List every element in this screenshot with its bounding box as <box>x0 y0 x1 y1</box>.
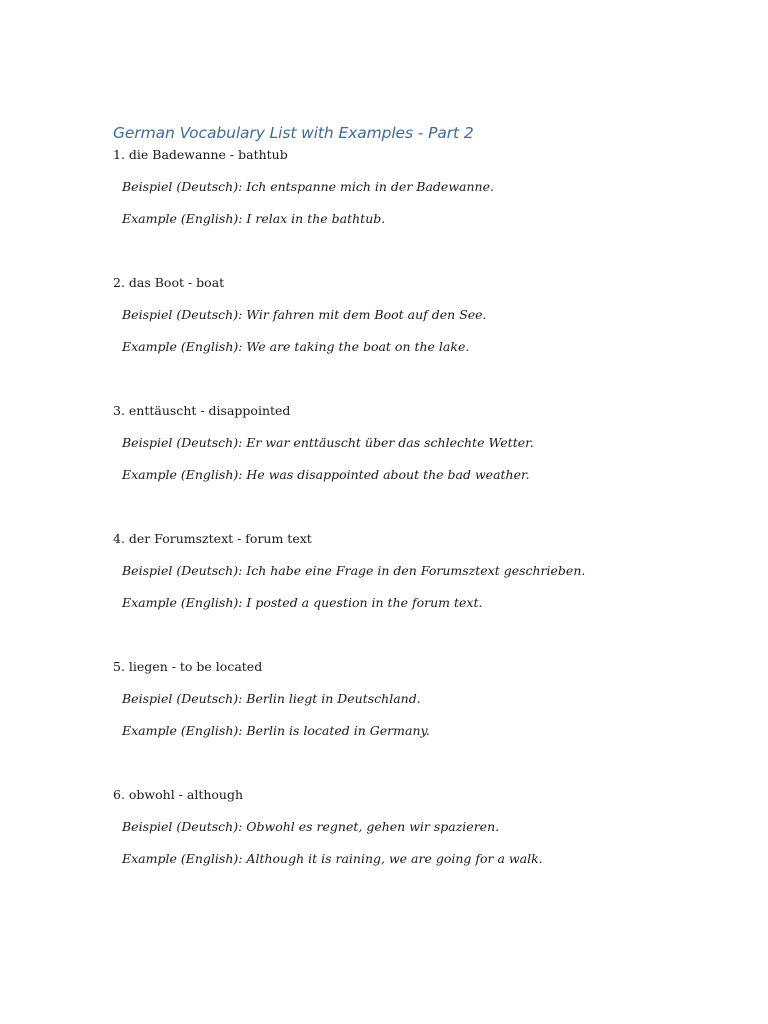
example-german: Beispiel (Deutsch): Ich entspanne mich in der Badewanne. <box>122 179 494 194</box>
vocabulary-term: 4. der Forumsztext - forum text <box>113 531 312 546</box>
vocabulary-term: 5. liegen - to be located <box>113 659 263 674</box>
vocabulary-term: 1. die Badewanne - bathtub <box>113 147 288 162</box>
example-german: Beispiel (Deutsch): Wir fahren mit dem Boot auf den See. <box>122 307 487 322</box>
example-german: Beispiel (Deutsch): Er war enttäuscht über das schlechte Wetter. <box>122 435 534 450</box>
example-english: Example (English): I posted a question in the forum text. <box>122 595 483 610</box>
example-english: Example (English): Although it is raining, we are going for a walk. <box>122 851 543 866</box>
example-german: Beispiel (Deutsch): Berlin liegt in Deutschland. <box>122 691 421 706</box>
example-german: Beispiel (Deutsch): Ich habe eine Frage in den Forumsztext geschrieben. <box>122 563 586 578</box>
document-title: German Vocabulary List with Examples - Part 2 <box>113 124 474 142</box>
example-english: Example (English): We are taking the boat on the lake. <box>122 339 470 354</box>
example-english: Example (English): He was disappointed about the bad weather. <box>122 467 530 482</box>
example-german: Beispiel (Deutsch): Obwohl es regnet, gehen wir spazieren. <box>122 819 500 834</box>
vocabulary-term: 2. das Boot - boat <box>113 275 225 290</box>
example-english: Example (English): I relax in the bathtub. <box>122 211 386 226</box>
vocabulary-term: 3. enttäuscht - disappointed <box>113 403 291 418</box>
example-english: Example (English): Berlin is located in Germany. <box>122 723 430 738</box>
vocabulary-term: 6. obwohl - although <box>113 787 244 802</box>
